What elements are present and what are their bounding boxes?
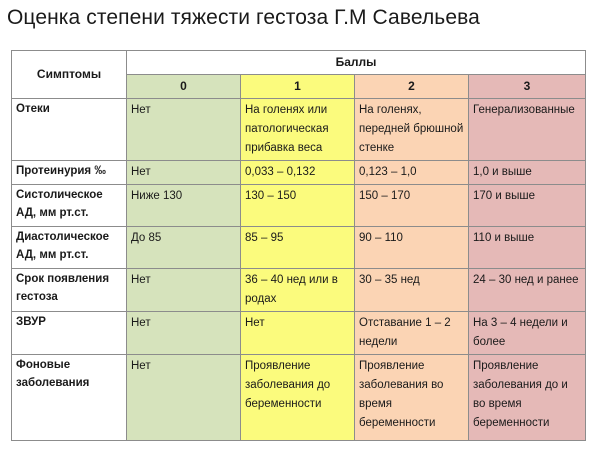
score-3-cell: На 3 – 4 недели и более bbox=[469, 312, 586, 355]
score-header-3: 3 bbox=[469, 75, 586, 99]
score-0-cell: Нет bbox=[127, 99, 241, 161]
symptom-cell: Протеинурия ‰ bbox=[12, 161, 127, 185]
score-0-cell: Ниже 130 bbox=[127, 185, 241, 227]
symptom-cell: Систолическое АД, мм рт.ст. bbox=[12, 185, 127, 227]
score-2-cell: Проявление заболевания во время беременности bbox=[355, 355, 469, 441]
table-row bbox=[12, 269, 586, 312]
table-row bbox=[12, 312, 586, 355]
score-group-header: Баллы bbox=[127, 51, 586, 75]
score-1-cell: На голенях или патологическая прибавка веса bbox=[241, 99, 355, 161]
score-3-cell: 170 и выше bbox=[469, 185, 586, 227]
score-0-cell: Нет bbox=[127, 355, 241, 441]
table-row bbox=[12, 185, 586, 227]
symptom-cell: ЗВУР bbox=[12, 312, 127, 355]
score-3-cell: 1,0 и выше bbox=[469, 161, 586, 185]
table-row bbox=[12, 227, 586, 269]
score-1-cell: 130 – 150 bbox=[241, 185, 355, 227]
severity-table-wrapper bbox=[11, 50, 586, 441]
score-1-cell: 36 – 40 нед или в родах bbox=[241, 269, 355, 312]
table-row bbox=[12, 99, 586, 161]
symptoms-header: Симптомы bbox=[12, 51, 127, 99]
score-3-cell: 24 – 30 нед и ранее bbox=[469, 269, 586, 312]
score-2-cell: 0,123 – 1,0 bbox=[355, 161, 469, 185]
table-row bbox=[12, 355, 586, 441]
severity-table bbox=[11, 50, 586, 441]
score-3-cell: 110 и выше bbox=[469, 227, 586, 269]
score-2-cell: 30 – 35 нед bbox=[355, 269, 469, 312]
score-3-cell: Проявление заболевания до и во время беременности bbox=[469, 355, 586, 441]
page-title: Оценка степени тяжести гестоза Г.М Савельева bbox=[7, 6, 480, 29]
symptom-cell: Срок появления гестоза bbox=[12, 269, 127, 312]
score-2-cell: 90 – 110 bbox=[355, 227, 469, 269]
score-header-1: 1 bbox=[241, 75, 355, 99]
score-3-cell: Генерализованные bbox=[469, 99, 586, 161]
score-0-cell: Нет bbox=[127, 269, 241, 312]
symptom-cell: Диастолическое АД, мм рт.ст. bbox=[12, 227, 127, 269]
symptom-cell: Фоновые заболевания bbox=[12, 355, 127, 441]
score-0-cell: До 85 bbox=[127, 227, 241, 269]
score-1-cell: 0,033 – 0,132 bbox=[241, 161, 355, 185]
score-1-cell: Проявление заболевания до беременности bbox=[241, 355, 355, 441]
table-row bbox=[12, 161, 586, 185]
score-2-cell: На голенях, передней брюшной стенке bbox=[355, 99, 469, 161]
score-0-cell: Нет bbox=[127, 312, 241, 355]
score-header-0: 0 bbox=[127, 75, 241, 99]
symptom-cell: Отеки bbox=[12, 99, 127, 161]
score-header-2: 2 bbox=[355, 75, 469, 99]
score-2-cell: 150 – 170 bbox=[355, 185, 469, 227]
score-2-cell: Отставание 1 – 2 недели bbox=[355, 312, 469, 355]
score-1-cell: 85 – 95 bbox=[241, 227, 355, 269]
score-1-cell: Нет bbox=[241, 312, 355, 355]
score-0-cell: Нет bbox=[127, 161, 241, 185]
